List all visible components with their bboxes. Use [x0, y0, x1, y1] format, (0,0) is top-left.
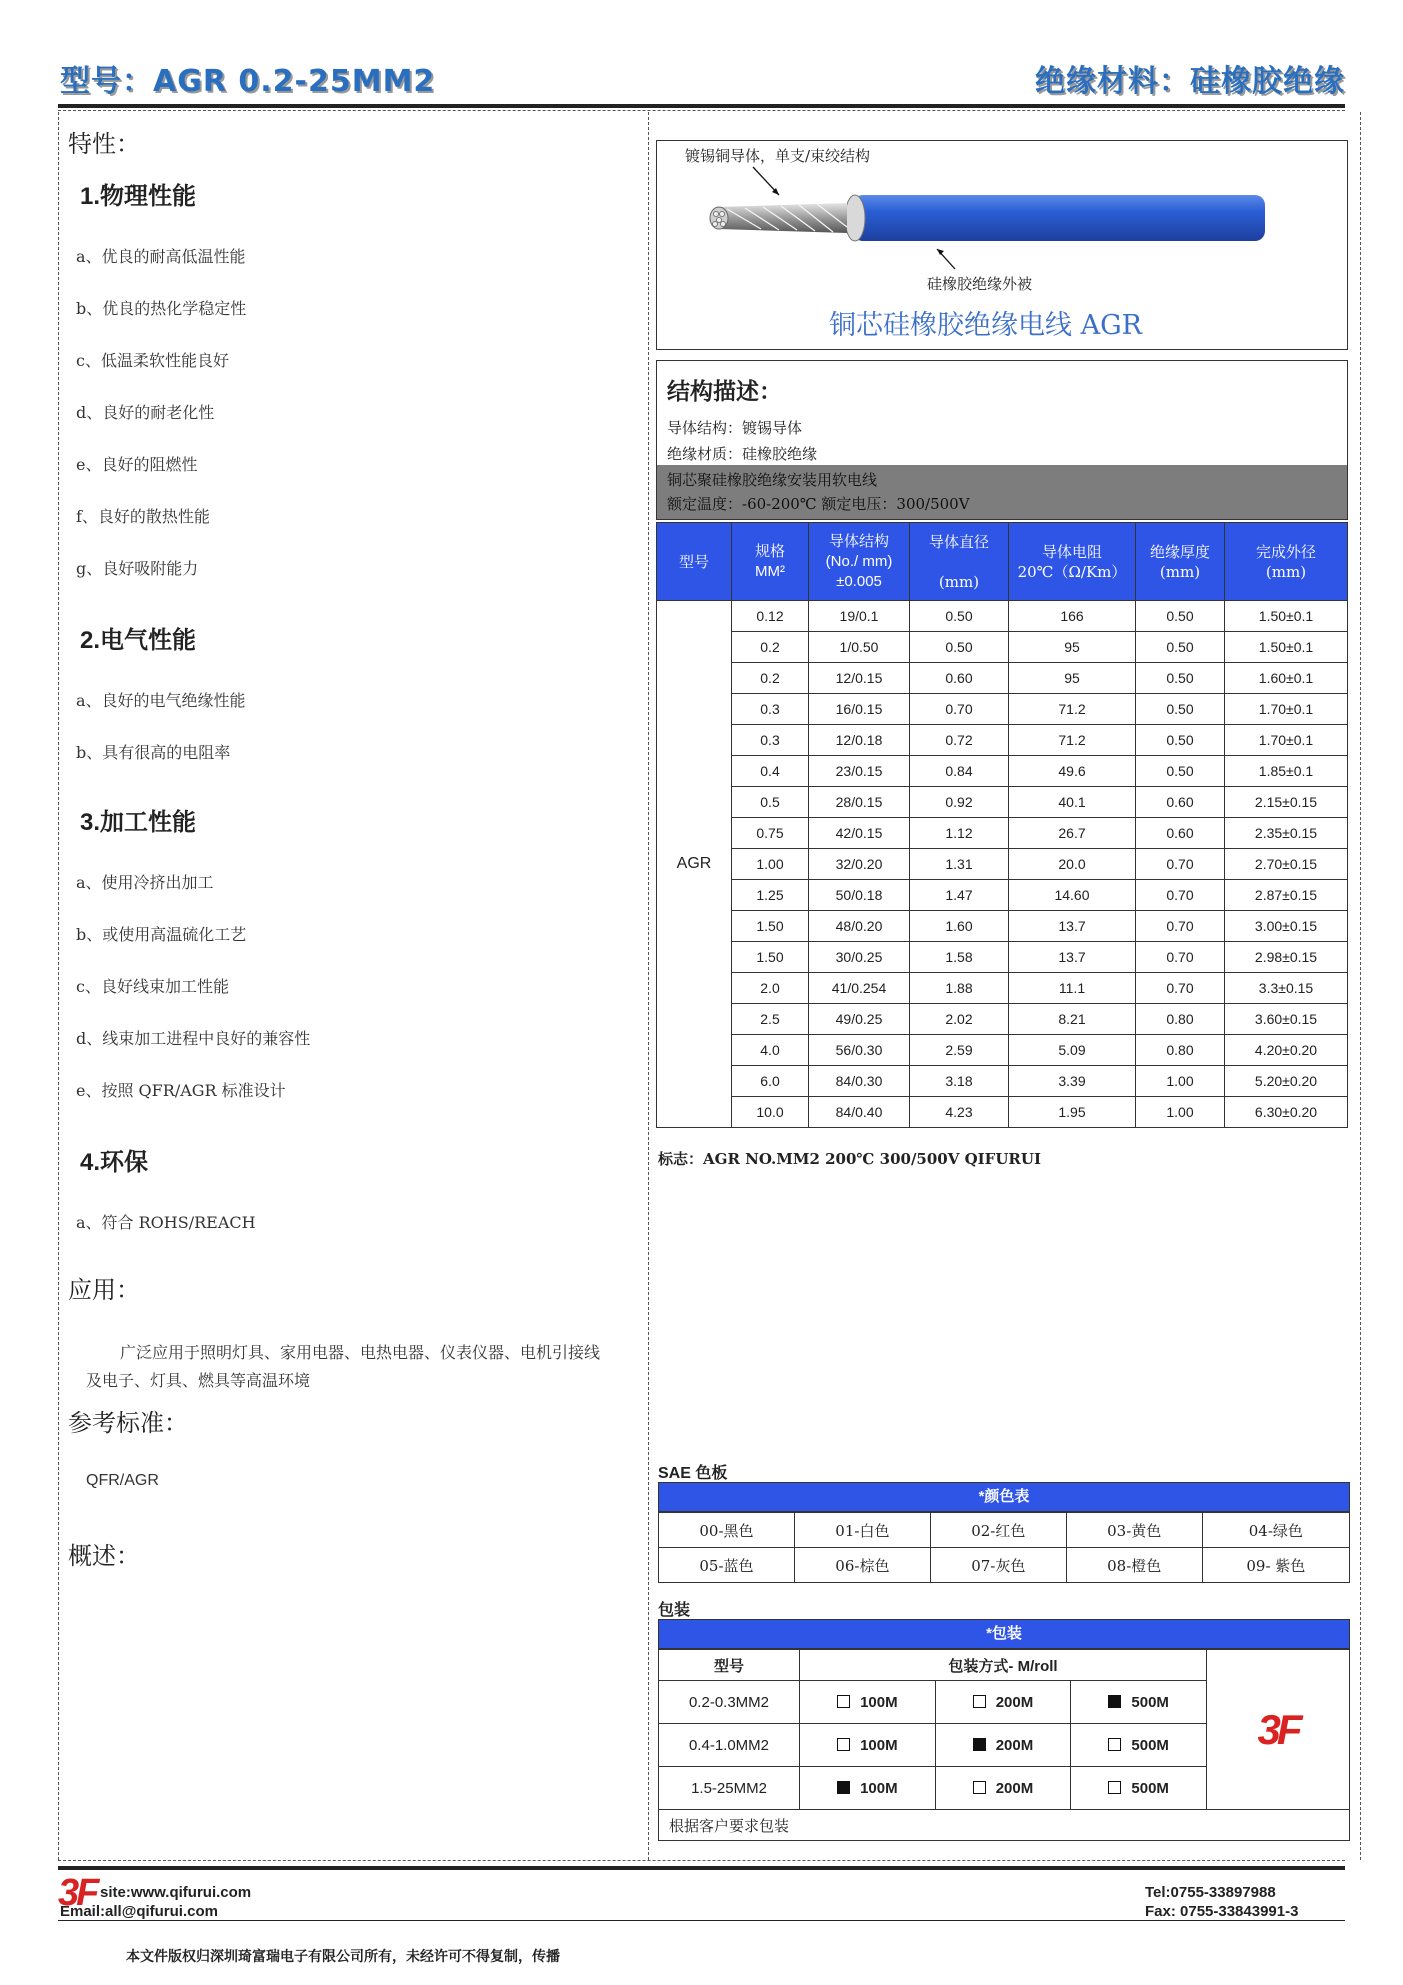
spec-cell: 0.50: [1136, 663, 1225, 694]
rating-band: [657, 465, 1347, 519]
color-row: [659, 1548, 1350, 1583]
footer-rule: [58, 1866, 1345, 1870]
packaging-model: 0.2-0.3MM2: [659, 1681, 800, 1724]
spec-cell: 2.02: [910, 1004, 1009, 1035]
packaging-model: 0.4-1.0MM2: [659, 1724, 800, 1767]
spec-cell: 0.50: [1136, 601, 1225, 632]
feature-item: c、低温柔软性能良好: [76, 351, 229, 370]
spec-cell: 0.12: [732, 601, 809, 632]
spec-row: [657, 942, 1348, 973]
packaging-option-label: 500M: [1131, 1736, 1169, 1754]
insulation-sheath: [853, 195, 1265, 241]
packaging-note: 根据客户要求包装: [659, 1810, 1350, 1841]
spec-cell: 0.2: [732, 632, 809, 663]
feature-item: c、良好线束加工性能: [76, 977, 229, 996]
packaging-option-label: 500M: [1131, 1779, 1169, 1797]
cable-diagram: [656, 140, 1348, 350]
packaging-option[interactable]: [1071, 1767, 1207, 1810]
feature-item: a、良好的电气绝缘性能: [76, 691, 246, 710]
packaging-title: 包装: [658, 1602, 691, 1619]
packaging-option[interactable]: [935, 1681, 1071, 1724]
packaging-option[interactable]: [800, 1681, 936, 1724]
spec-cell: 166: [1009, 601, 1136, 632]
spec-cell: 42/0.15: [809, 818, 910, 849]
spec-cell: 1.70±0.1: [1225, 694, 1348, 725]
spec-cell: 0.50: [910, 601, 1009, 632]
spec-cell: 19/0.1: [809, 601, 910, 632]
marking-text: 标志：AGR NO.MM2 200℃ 300/500V QIFURUI: [658, 1150, 1041, 1168]
spec-cell: 14.60: [1009, 880, 1136, 911]
spec-cell: 3.00±0.15: [1225, 911, 1348, 942]
color-section-title: SAE 色板: [658, 1465, 728, 1482]
spec-row: [657, 756, 1348, 787]
unchecked-box-icon[interactable]: [973, 1781, 986, 1794]
frame-middle: [648, 112, 649, 1860]
spec-cell: 0.80: [1136, 1035, 1225, 1066]
footer-fax: Fax: 0755-33843991-3: [1145, 1903, 1299, 1920]
spec-cell: 0.70: [1136, 942, 1225, 973]
spec-cell: 1.50: [732, 911, 809, 942]
color-cell: 02-红色: [930, 1513, 1066, 1548]
brand-logo: 3F: [1257, 1705, 1299, 1753]
spec-cell: 40.1: [1009, 787, 1136, 818]
spec-cell: 0.60: [1136, 818, 1225, 849]
spec-row: [657, 1066, 1348, 1097]
spec-cell: 49.6: [1009, 756, 1136, 787]
structure-line-1: 导体结构：镀锡导体: [667, 419, 803, 437]
spec-row: [657, 1035, 1348, 1066]
standard-text: QFR/AGR: [86, 1472, 159, 1489]
spec-row: [657, 632, 1348, 663]
spec-header-insulation: 绝缘厚度 (mm): [1136, 523, 1225, 601]
unchecked-box-icon[interactable]: [1108, 1738, 1121, 1751]
spec-row: [657, 1097, 1348, 1128]
model-title: 型号：AGR 0.2-25MM2: [60, 64, 436, 99]
packaging-col-model: 型号: [659, 1650, 800, 1681]
header-dash: [58, 110, 1345, 112]
structure-box: [656, 360, 1348, 520]
structure-title: 结构描述：: [667, 378, 782, 405]
feature-item: a、使用冷挤出加工: [76, 873, 214, 892]
standard-title: 参考标准：: [68, 1409, 188, 1437]
packaging-option[interactable]: [800, 1767, 936, 1810]
spec-header-resistance: 导体电阻 20℃（Ω/Km）: [1009, 523, 1136, 601]
spec-cell: 4.0: [732, 1035, 809, 1066]
features-title: 特性：: [68, 130, 140, 158]
spec-header-model: 型号: [657, 523, 732, 601]
spec-cell: 0.50: [910, 632, 1009, 663]
color-cell: 01-白色: [794, 1513, 930, 1548]
spec-cell: 0.84: [910, 756, 1009, 787]
spec-cell: 26.7: [1009, 818, 1136, 849]
spec-cell: 0.75: [732, 818, 809, 849]
frame-left: [58, 112, 59, 1860]
application-text-2: 及电子、灯具、燃具等高温环境: [86, 1371, 311, 1390]
application-text-1: 广泛应用于照明灯具、家用电器、电热电器、仪表仪器、电机引接线: [120, 1343, 601, 1362]
color-table: [658, 1512, 1350, 1583]
spec-cell: 49/0.25: [809, 1004, 910, 1035]
unchecked-box-icon[interactable]: [1108, 1781, 1121, 1794]
spec-cell: 3.3±0.15: [1225, 973, 1348, 1004]
spec-cell: 1.85±0.1: [1225, 756, 1348, 787]
spec-row: [657, 911, 1348, 942]
spec-cell: 1.47: [910, 880, 1009, 911]
spec-cell: 2.87±0.15: [1225, 880, 1348, 911]
color-cell: 03-黄色: [1066, 1513, 1202, 1548]
feature-item: a、优良的耐高低温性能: [76, 247, 246, 266]
footer-dash: [58, 1860, 1345, 1862]
spec-cell: 5.09: [1009, 1035, 1136, 1066]
spec-header-size: 规格 MM²: [732, 523, 809, 601]
packaging-logo-cell: [1207, 1650, 1350, 1810]
header-rule: [58, 104, 1345, 108]
footer-tel: Tel:0755-33897988: [1145, 1884, 1276, 1901]
spec-cell: 32/0.20: [809, 849, 910, 880]
color-cell: 08-橙色: [1066, 1548, 1202, 1583]
spec-cell: 95: [1009, 663, 1136, 694]
feature-item: b、具有很高的电阻率: [76, 743, 231, 762]
feature-item: e、良好的阻燃性: [76, 455, 198, 474]
color-row: [659, 1513, 1350, 1548]
packaging-header-row: [659, 1650, 1350, 1681]
spec-header-conductor: 导体结构 (No./ mm) ±0.005: [809, 523, 910, 601]
spec-cell: 0.70: [1136, 973, 1225, 1004]
spec-cell: 12/0.18: [809, 725, 910, 756]
spec-cell: 5.20±0.20: [1225, 1066, 1348, 1097]
color-cell: 09- 紫色: [1202, 1548, 1349, 1583]
spec-row: [657, 694, 1348, 725]
checked-box-icon[interactable]: [1108, 1695, 1121, 1708]
spec-row: [657, 818, 1348, 849]
spec-cell: 2.15±0.15: [1225, 787, 1348, 818]
spec-row: [657, 725, 1348, 756]
spec-cell: 3.39: [1009, 1066, 1136, 1097]
spec-cell: 1.50±0.1: [1225, 601, 1348, 632]
spec-cell: 4.23: [910, 1097, 1009, 1128]
footer-site[interactable]: site:www.qifurui.com: [100, 1884, 252, 1901]
spec-cell: 0.70: [1136, 849, 1225, 880]
spec-cell: 0.3: [732, 725, 809, 756]
packaging-option-label: 200M: [995, 1779, 1034, 1797]
packaging-option-label: 200M: [995, 1736, 1034, 1754]
spec-cell: 41/0.254: [809, 973, 910, 1004]
insulation-title: 绝缘材料：硅橡胶绝缘: [1035, 64, 1345, 99]
sheath-label: 硅橡胶绝缘外被: [927, 275, 1033, 293]
spec-cell: 1.00: [732, 849, 809, 880]
spec-cell: 1.88: [910, 973, 1009, 1004]
spec-cell: 1.50±0.1: [1225, 632, 1348, 663]
color-cell: 04-绿色: [1202, 1513, 1349, 1548]
rating-line-2: 额定温度：-60-200℃ 额定电压：300/500V: [667, 495, 970, 513]
structure-line-2: 绝缘材质：硅橡胶绝缘: [667, 445, 818, 463]
spec-cell: 1.50: [732, 942, 809, 973]
spec-cell: 0.70: [1136, 880, 1225, 911]
color-cell: 05-蓝色: [659, 1548, 795, 1583]
spec-cell: 2.59: [910, 1035, 1009, 1066]
spec-cell: 1.00: [1136, 1066, 1225, 1097]
spec-header-diameter: 导体直径 (mm): [910, 523, 1009, 601]
conductor-label: 镀锡铜导体，单支/束绞结构: [685, 147, 871, 165]
spec-cell: 0.50: [1136, 725, 1225, 756]
spec-row: [657, 1004, 1348, 1035]
spec-cell: 4.20±0.20: [1225, 1035, 1348, 1066]
spec-cell: 1.70±0.1: [1225, 725, 1348, 756]
packaging-table: [658, 1649, 1350, 1841]
spec-cell: 2.0: [732, 973, 809, 1004]
feature-item: g、良好吸附能力: [76, 559, 199, 578]
spec-row: [657, 787, 1348, 818]
spec-cell: 0.70: [910, 694, 1009, 725]
feature-item: d、线束加工进程中良好的兼容性: [76, 1029, 311, 1048]
feature-item: a、符合 ROHS/REACH: [76, 1213, 256, 1232]
spec-cell: 0.50: [1136, 694, 1225, 725]
unchecked-box-icon[interactable]: [837, 1738, 850, 1751]
spec-row: [657, 601, 1348, 632]
diagram-caption: 铜芯硅橡胶绝缘电线 AGR: [829, 310, 1142, 341]
spec-row: [657, 849, 1348, 880]
section-title: 2.电气性能: [80, 627, 197, 654]
spec-cell: 13.7: [1009, 911, 1136, 942]
color-cell: 07-灰色: [930, 1548, 1066, 1583]
checked-box-icon[interactable]: [973, 1738, 986, 1751]
spec-cell: 23/0.15: [809, 756, 910, 787]
spec-cell: 10.0: [732, 1097, 809, 1128]
spec-cell: 0.80: [1136, 1004, 1225, 1035]
application-title: 应用：: [68, 1276, 140, 1304]
cable-illustration: [657, 141, 1347, 291]
spec-cell: 1.58: [910, 942, 1009, 973]
feature-item: e、按照 QFR/AGR 标准设计: [76, 1081, 286, 1100]
spec-cell: 1.60±0.1: [1225, 663, 1348, 694]
frame-right: [1360, 112, 1361, 1860]
spec-row: [657, 663, 1348, 694]
copyright-text: 本文件版权归深圳琦富瑞电子有限公司所有，未经许可不得复制，传播: [126, 1948, 560, 1964]
feature-item: b、或使用高温硫化工艺: [76, 925, 247, 944]
packaging-option[interactable]: [800, 1724, 936, 1767]
spec-cell: 6.30±0.20: [1225, 1097, 1348, 1128]
spec-cell: 1.12: [910, 818, 1009, 849]
spec-cell: 84/0.30: [809, 1066, 910, 1097]
spec-cell: 13.7: [1009, 942, 1136, 973]
spec-cell: 0.50: [1136, 756, 1225, 787]
color-cell: 00-黑色: [659, 1513, 795, 1548]
spec-cell: 84/0.40: [809, 1097, 910, 1128]
packaging-option-label: 500M: [1131, 1693, 1169, 1711]
spec-row: [657, 880, 1348, 911]
packaging-option[interactable]: [935, 1767, 1071, 1810]
spec-cell: 11.1: [1009, 973, 1136, 1004]
packaging-option[interactable]: [1071, 1681, 1207, 1724]
section-title: 1.物理性能: [80, 183, 197, 210]
spec-header-od: 完成外径 (mm): [1225, 523, 1348, 601]
spec-cell: 0.50: [1136, 632, 1225, 663]
spec-table: [656, 522, 1348, 1128]
spec-cell: 1.31: [910, 849, 1009, 880]
spec-cell: 0.4: [732, 756, 809, 787]
spec-cell: 1/0.50: [809, 632, 910, 663]
spec-row: [657, 973, 1348, 1004]
unchecked-box-icon[interactable]: [837, 1695, 850, 1708]
overview-title: 概述：: [68, 1542, 140, 1570]
spec-cell: 71.2: [1009, 725, 1136, 756]
packaging-option[interactable]: [1071, 1724, 1207, 1767]
spec-cell: 71.2: [1009, 694, 1136, 725]
packaging-option-label: 100M: [860, 1779, 898, 1797]
footer-underline: [58, 1920, 1345, 1922]
unchecked-box-icon[interactable]: [973, 1695, 986, 1708]
spec-cell: 30/0.25: [809, 942, 910, 973]
packaging-col-method: 包装方式- M/roll: [800, 1650, 1207, 1681]
spec-cell: 3.18: [910, 1066, 1009, 1097]
packaging-note-row: [659, 1810, 1350, 1841]
spec-cell: 0.92: [910, 787, 1009, 818]
color-cell: 06-棕色: [794, 1548, 930, 1583]
spec-cell: 1.25: [732, 880, 809, 911]
spec-cell: 95: [1009, 632, 1136, 663]
checked-box-icon[interactable]: [837, 1781, 850, 1794]
packaging-option-label: 100M: [860, 1736, 898, 1754]
spec-cell: 3.60±0.15: [1225, 1004, 1348, 1035]
spec-cell: 0.5: [732, 787, 809, 818]
section-title: 4.环保: [80, 1149, 149, 1176]
spec-cell: 16/0.15: [809, 694, 910, 725]
spec-cell: 1.00: [1136, 1097, 1225, 1128]
packaging-band: *包装: [658, 1619, 1350, 1649]
spec-cell: 0.72: [910, 725, 1009, 756]
spec-cell: 0.70: [1136, 911, 1225, 942]
spec-cell: 0.60: [1136, 787, 1225, 818]
packaging-model: 1.5-25MM2: [659, 1767, 800, 1810]
color-band: *颜色表: [658, 1482, 1350, 1512]
spec-cell: 2.5: [732, 1004, 809, 1035]
spec-cell: 20.0: [1009, 849, 1136, 880]
spec-cell: 1.95: [1009, 1097, 1136, 1128]
spec-cell: 28/0.15: [809, 787, 910, 818]
spec-cell: 2.70±0.15: [1225, 849, 1348, 880]
packaging-option-label: 100M: [860, 1693, 898, 1711]
rating-line-1: 铜芯聚硅橡胶绝缘安装用软电线: [667, 471, 878, 489]
spec-cell: 2.35±0.15: [1225, 818, 1348, 849]
feature-item: d、良好的耐老化性: [76, 403, 215, 422]
spec-cell: 0.2: [732, 663, 809, 694]
spec-cell: 2.98±0.15: [1225, 942, 1348, 973]
spec-cell: 6.0: [732, 1066, 809, 1097]
section-title: 3.加工性能: [80, 809, 197, 836]
footer-logo: 3F: [58, 1872, 97, 1914]
packaging-option-label: 200M: [995, 1693, 1034, 1711]
spec-cell: 0.60: [910, 663, 1009, 694]
spec-cell: 48/0.20: [809, 911, 910, 942]
spec-cell: 56/0.30: [809, 1035, 910, 1066]
spec-cell: 1.60: [910, 911, 1009, 942]
footer-email[interactable]: Email:all@qifurui.com: [60, 1903, 218, 1920]
spec-cell: 12/0.15: [809, 663, 910, 694]
spec-cell: 8.21: [1009, 1004, 1136, 1035]
spec-cell: 0.3: [732, 694, 809, 725]
spec-cell: 50/0.18: [809, 880, 910, 911]
packaging-option[interactable]: [935, 1724, 1071, 1767]
feature-item: b、优良的热化学稳定性: [76, 299, 247, 318]
spec-model-cell: AGR: [657, 601, 732, 1128]
feature-item: f、良好的散热性能: [76, 507, 210, 526]
